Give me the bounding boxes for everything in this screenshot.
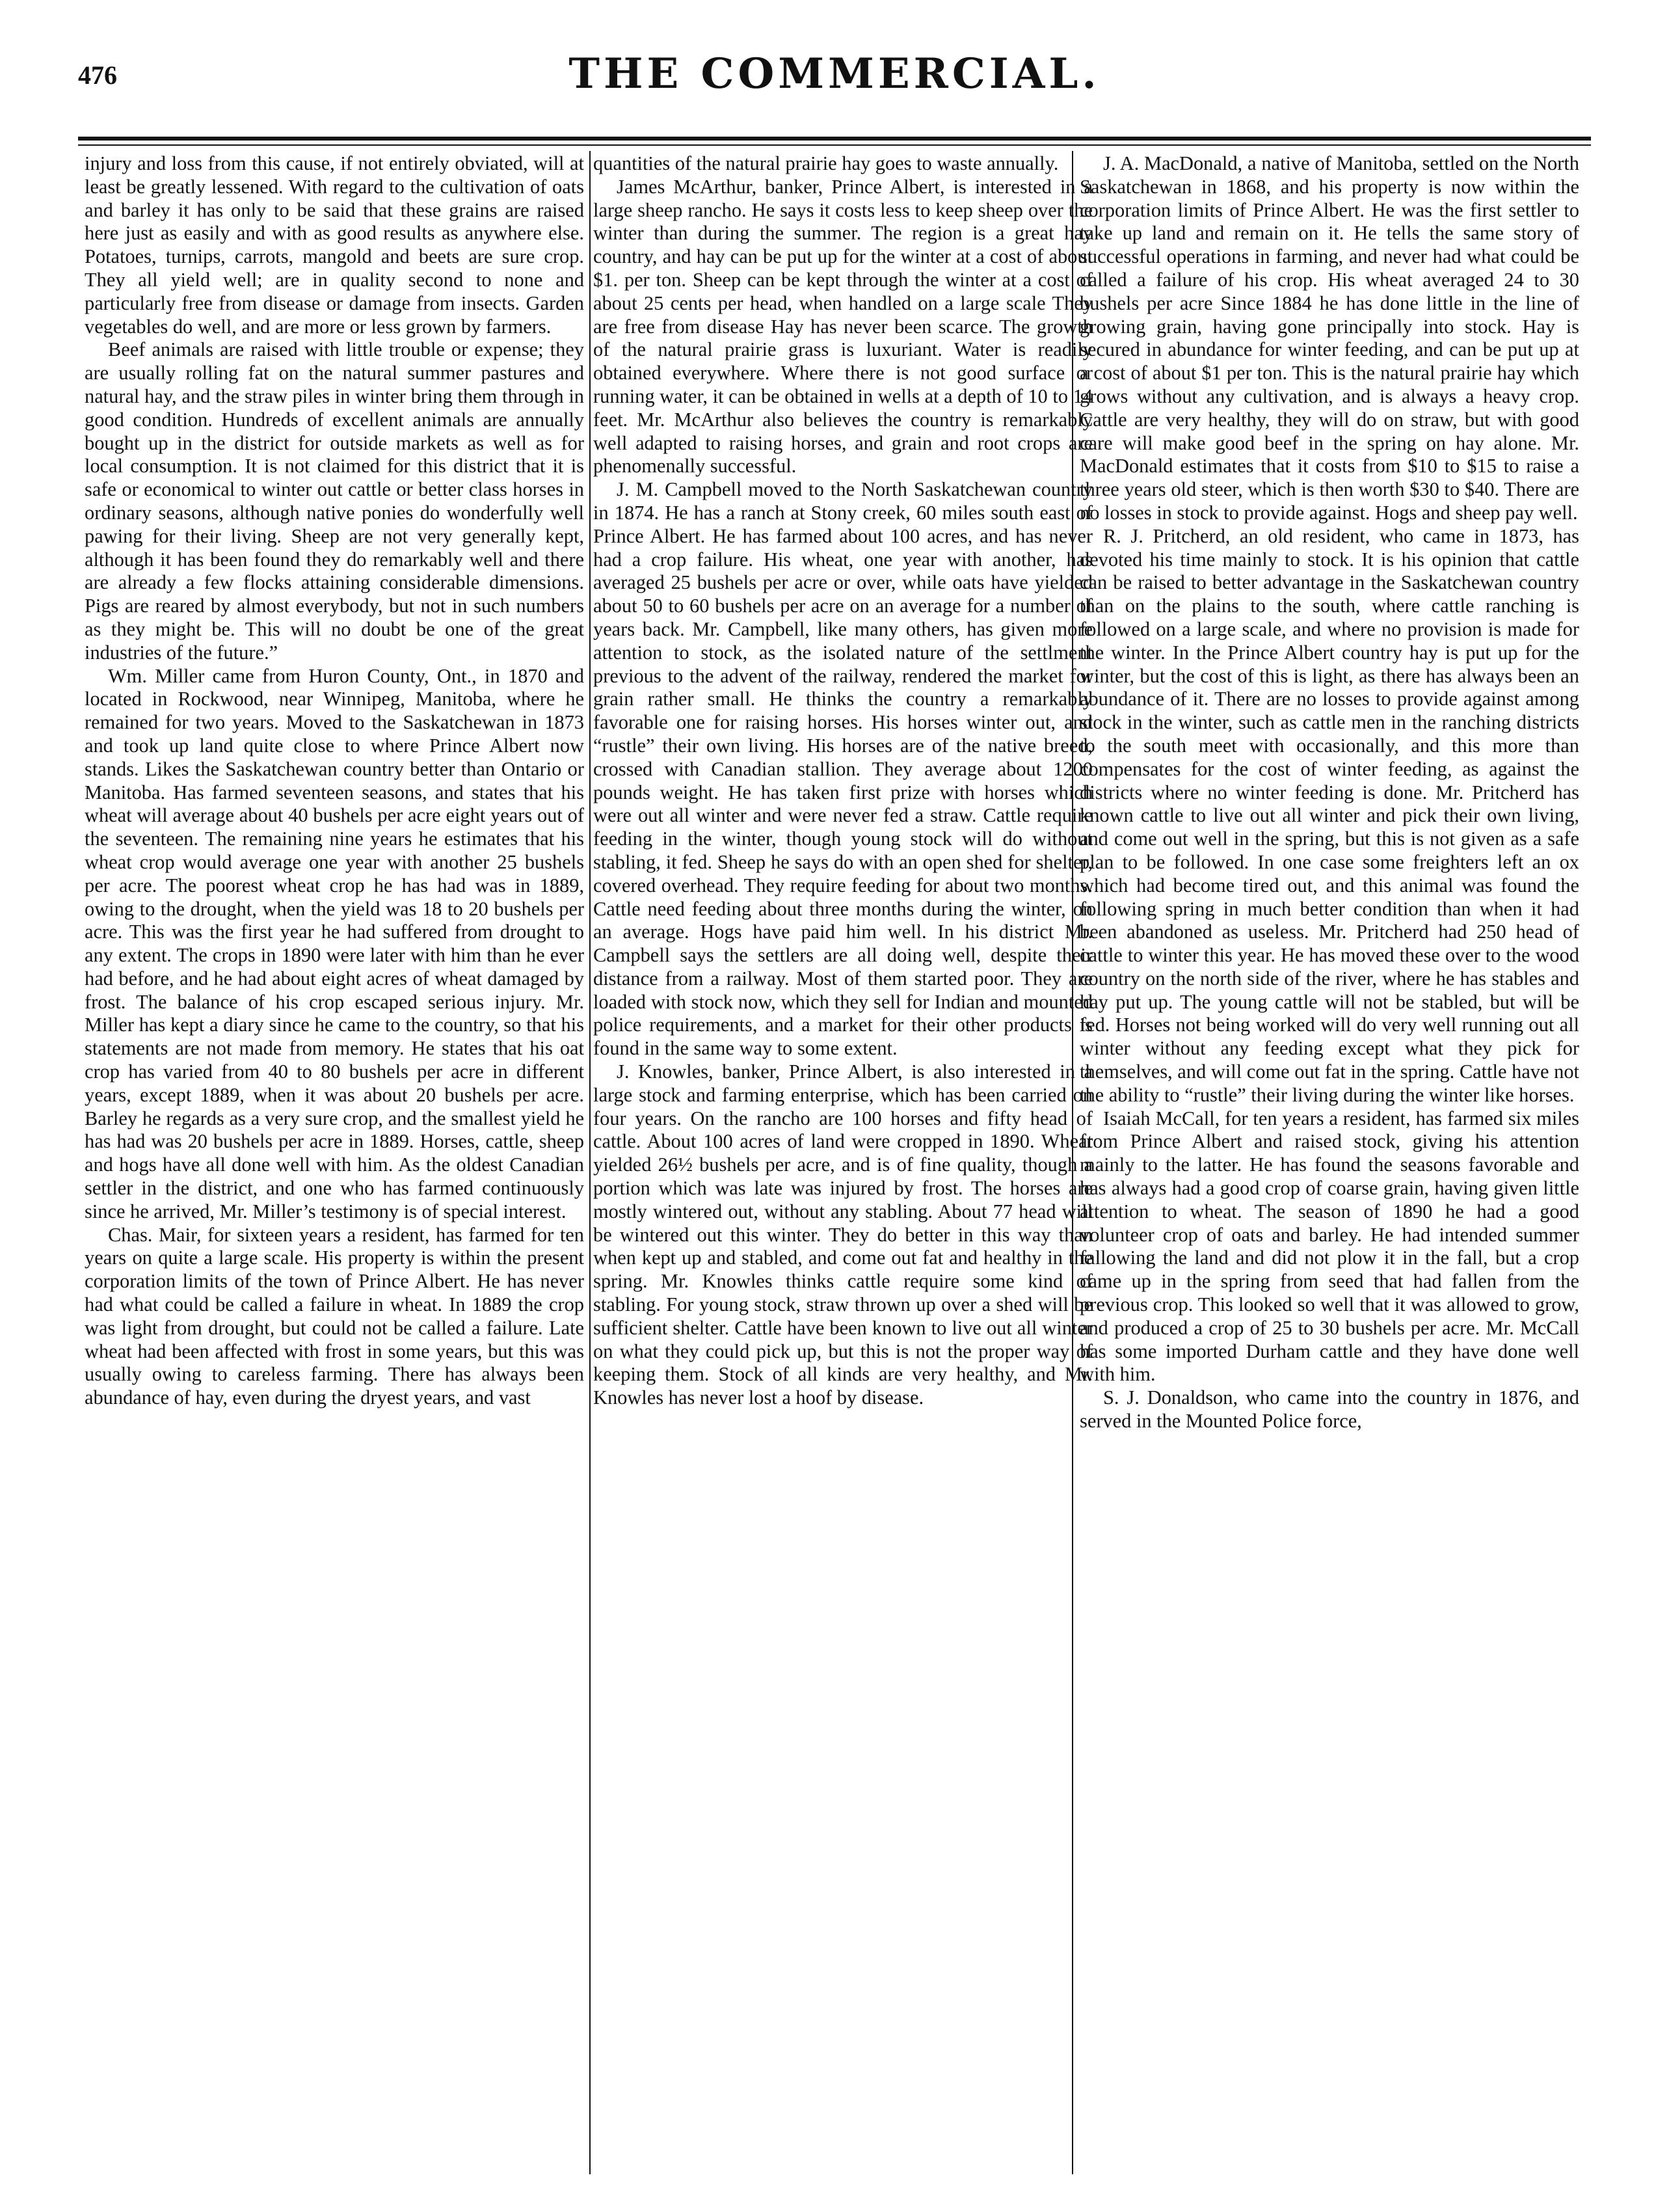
header-rule-thin [78, 144, 1591, 146]
paragraph: J. Knowles, banker, Prince Albert, is also interested in a large stock and farming enterprise, which has been carried on four years. On the rancho are 100 horses and fifty head of cattle. About 100 acres of land were cropped in 1890. Wheat yielded 26½ bushels per acre, and is of fine quality, though a portion which was late was injured by frost. The horses are mostly wintered out, without any stabling. About 77 head will be wintered out this winter. They do better in this way than when kept up and stabled, and come out fat and healthy in the spring. Mr. Knowles thinks cattle require some kind of stabling. For young stock, straw thrown up over a shed will be sufficient shelter. Cattle have been known to live out all winter on what they could pick up, but this is not the proper way of keeping them. Stock of all kinds are very healthy, and Mr. Knowles has never lost a hoof by disease. [593, 1060, 1093, 1409]
paragraph: J. A. MacDonald, a native of Manitoba, settled on the North Saskatchewan in 1868, and his property is now within the corporation limits of Prince Albert. He was the first settler to take up land and remain on it. He tells the same story of successful operations in farming, and never had what could be called a failure of his crop. His wheat averaged 24 to 30 bushels per acre Since 1884 he has done little in the line of growing grain, having gone principally into stock. Hay is secured in abundance for winter feeding, and can be put up at a cost of about $1 per ton. This is the natural prairie hay which grows without any cultivation, and is always a heavy crop. Cattle are very healthy, they will do on straw, but with good care will make good beef in the spring on hay alone. Mr. MacDonald estimates that it costs from $10 to $15 to raise a three years old steer, which is then worth $30 to $40. There are no losses in stock to provide against. Hogs and sheep pay well. [1080, 152, 1579, 524]
article-column-2 [593, 152, 1093, 1410]
paragraph: Wm. Miller came from Huron County, Ont., in 1870 and located in Rockwood, near Winnipeg, Manitoba, where he remained for two years. Moved to the Saskatchewan in 1873 and took up land quite close to where Prince Albert now stands. Likes the Saskatchewan country better than Ontario or Manitoba. Has farmed seventeen seasons, and states that his wheat will average about 40 bushels per acre eight years out of the seventeen. The remaining nine years he estimates that his wheat crop would average one year with another 25 bushels per acre. The poorest wheat crop he has had was in 1889, owing to the drought, when the yield was 18 to 20 bushels per acre. This was the first year he had suffered from drought to any extent. The crops in 1890 were later with him than he ever had before, and he had about eight acres of wheat damaged by frost. The balance of his crop escaped serious injury. Mr. Miller has kept a diary since he came to the country, so that his statements are not made from memory. He states that his oat crop has varied from 40 to 80 bushels per acre in different years, except 1889, when it was about 20 bushels per acre. Barley he regards as a very sure crop, and the smallest yield he has had was 20 bushels per acre in 1889. Horses, cattle, sheep and hogs have all done well with him. As the oldest Canadian settler in the district, and one who has farmed continuously since he arrived, Mr. Miller’s testimony is of special interest. [85, 664, 584, 1222]
column-divider-1 [589, 151, 591, 2174]
paragraph: J. M. Campbell moved to the North Saskatchewan country in 1874. He has a ranch at Stony creek, 60 miles south east of Prince Albert. He has farmed about 100 acres, and has never had a crop failure. His wheat, one year with another, has averaged 25 bushels per acre or over, while oats have yielded about 50 to 60 bushels per acre on an average for a number of years back. Mr. Campbell, like many others, has given more attention to stock, as the isolated nature of the settlment previous to the advent of the railway, rendered the market for grain rather small. He thinks the country a remarkably favorable one for raising horses. His horses winter out, and “rustle” their own living. His horses are of the native breed, crossed with Canadian stallion. They average about 1200 pounds weight. He has taken first prize with horses which were out all winter and were never fed a straw. Cattle require feeding in the winter, though young stock will do without stabling, it fed. Sheep he says do with an open shed for shelter, covered overhead. They require feeding for about two months. Cattle need feeding about three months during the winter, on an average. Hogs have paid him well. In his district Mr. Campbell says the settlers are all doing well, despite their distance from a railway. Most of them started poor. They are loaded with stock now, which they sell for Indian and mounted police requirements, and a market for their other products is found in the same way to some extent. [593, 478, 1093, 1060]
paragraph: injury and loss from this cause, if not entirely obviated, will at least be greatly lessened. With regard to the cultivation of oats and barley it has only to be said that these grains are raised here just as easily and with as good results as anywhere else. Potatoes, turnips, carrots, mangold and beets are sure crop. They all yield well; are in quality second to none and particularly free from disease or damage from insects. Garden vegetables do well, and are more or less grown by farmers. [85, 152, 584, 338]
article-column-3 [1080, 152, 1579, 1433]
paragraph: Chas. Mair, for sixteen years a resident, has farmed for ten years on quite a large scale. His property is within the present corporation limits of the town of Prince Albert. He has never had what could be called a failure in wheat. In 1889 the crop was light from drought, but could not be called a failure. Late wheat had been affected with frost in some years, but this was usually owing to careless farming. There has always been abundance of hay, even during the dryest years, and vast [85, 1223, 584, 1409]
paragraph: James McArthur, banker, Prince Albert, is interested in a large sheep rancho. He says it costs less to keep sheep over the winter than during the summer. The region is a great hay country, and hay can be put up for the winter at a cost of about $1. per ton. Sheep can be kept through the winter at a cost of about 25 cents per head, when handled on a large scale They are free from disease Hay has never been scarce. The growth of the natural prairie grass is luxuriant. Water is readily obtained everywhere. Where there is not good surface or running water, it can be obtained in wells at a depth of 10 to 14 feet. Mr. McArthur also believes the country is remarkably well adapted to raising horses, and grain and root crops are phenomenally successful. [593, 175, 1093, 478]
paragraph: R. J. Pritcherd, an old resident, who came in 1873, has devoted his time mainly to stock. It is his opinion that cattle can be raised to better advantage in the Saskatchewan country than on the plains to the south, where cattle ranching is followed on a large scale, and where no provision is made for the winter. In the Prince Albert country hay is put up for the winter, but the cost of this is light, as there has always been an abundance of it. There are no losses to provide against among stock in the winter, such as cattle men in the ranching districts to the south meet with occasionally, and this more than compensates for the cost of winter feeding, as against the districts where no winter feeding is done. Mr. Pritcherd has known cattle to live out all winter and pick their own living, and come out well in the spring, but this is not given as a safe plan to be followed. In one case some freighters left an ox which had become tired out, and this animal was found the following spring in much better condition than when it had been abandoned as useless. Mr. Pritcherd had 250 head of cattle to winter this year. He has moved these over to the wood country on the north side of the river, where he has stables and hay put up. The young cattle will not be stabled, but will be fed. Horses not being worked will do very well running out all winter without any feeding except what they pick for themselves, and will come out fat in the spring. Cattle have not the ability to “rustle” their living during the winter like horses. [1080, 524, 1579, 1106]
paragraph: quantities of the natural prairie hay goes to waste annually. [593, 152, 1059, 174]
paragraph: Beef animals are raised with little trouble or expense; they are usually rolling fat on the natural summer pastures and natural hay, and the straw piles in winter bring them through in good condition. Hundreds of excellent animals are annually bought up in the district for outside markets as well as for local consumption. It is not claimed for this district that it is safe or economical to winter out cattle or better class horses in ordinary seasons, although native ponies do wonderfully well pawing for their living. Sheep are not very generally kept, although it has been found they do remarkably well and there are already a few flocks attaining considerable dimensions. Pigs are reared by almost everybody, but not in such numbers as they might be. This will no doubt be one of the great industries of the future.” [85, 338, 584, 664]
article-column-1 [85, 152, 584, 1410]
masthead-title: THE COMMERCIAL. [568, 49, 1101, 98]
header-rule-thick [78, 137, 1591, 141]
paragraph: S. J. Donaldson, who came into the country in 1876, and served in the Mounted Police force, [1080, 1386, 1579, 1433]
page-number: 476 [78, 61, 117, 90]
paragraph: Isaiah McCall, for ten years a resident, has farmed six miles from Prince Albert and raised stock, giving his attention mainly to the latter. He has found the seasons favorable and has always had a good crop of coarse grain, having given little attention to wheat. The season of 1890 he had a good volunteer crop of oats and barley. He had intended summer fallowing the land and did not plow it in the fall, but a crop came up in the spring from seed that had fallen from the previous crop. This looked so well that it was allowed to grow, and produced a crop of 25 to 30 bushels per acre. Mr. McCall has some imported Durham cattle and they have done well with him. [1080, 1107, 1579, 1386]
